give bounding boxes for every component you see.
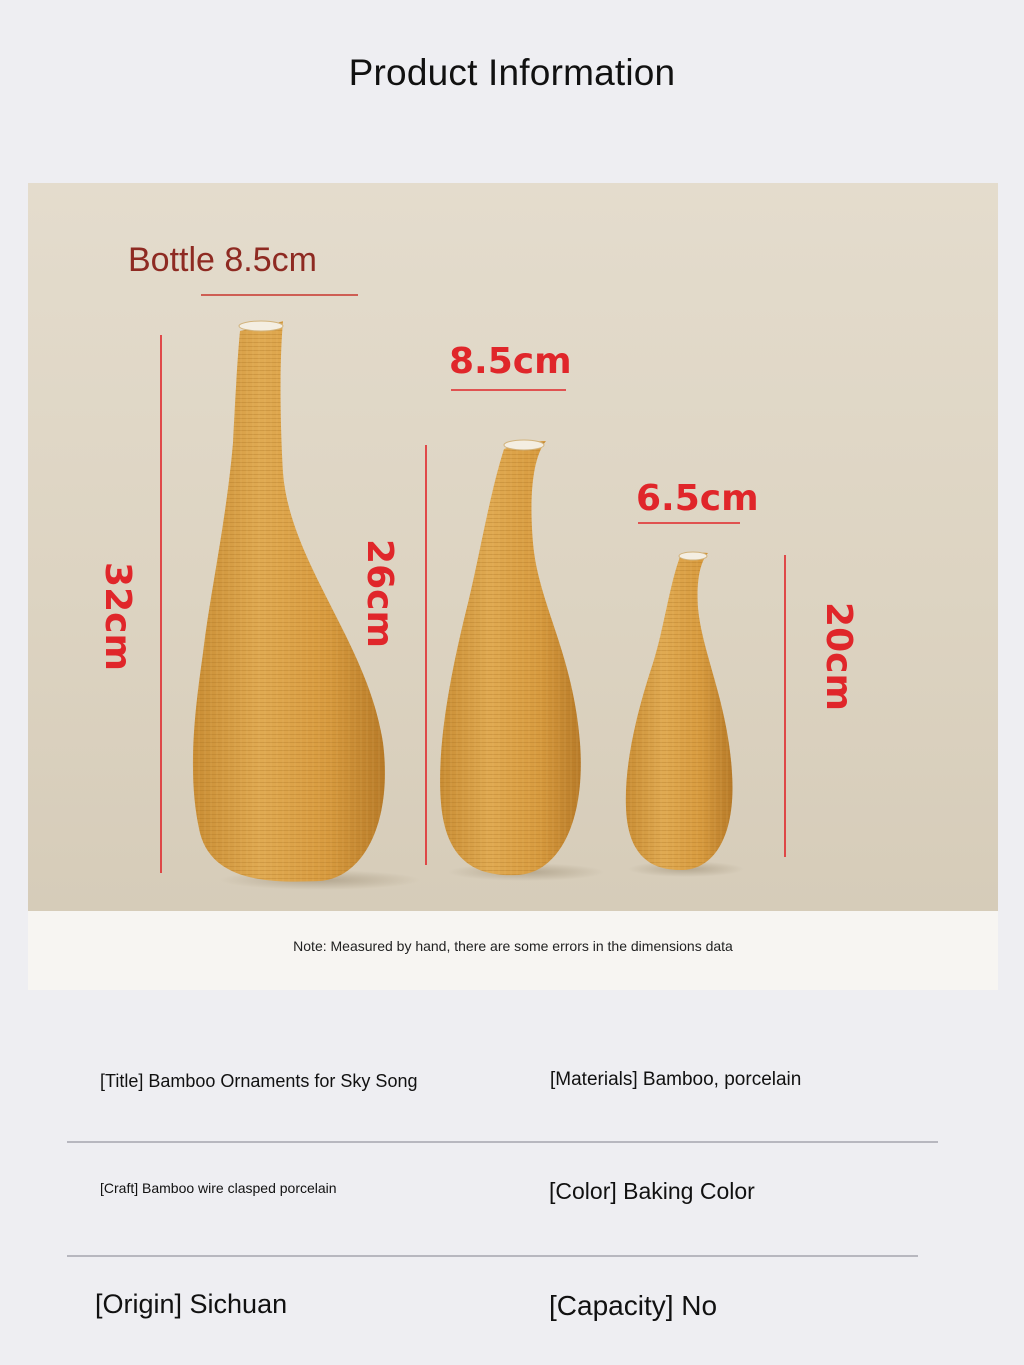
spec-title: [Title] Bamboo Ornaments for Sky Song — [100, 1071, 418, 1091]
note-strip — [28, 911, 998, 990]
measurement-note: Note: Measured by hand, there are some errors in the dimensions data — [293, 938, 733, 954]
divider-1 — [67, 1141, 938, 1143]
medium-width-label: 8.5cm — [449, 341, 572, 382]
large-height-label: 32cm — [96, 562, 138, 671]
bottle-width-label: Bottle 8.5cm — [128, 241, 317, 279]
spec-color: [Color] Baking Color — [549, 1178, 755, 1204]
small-height-label: 20cm — [817, 602, 859, 711]
page-title: Product Information — [348, 52, 676, 93]
spec-craft: [Craft] Bamboo wire clasped porcelain — [100, 1180, 337, 1196]
spec-materials: [Materials] Bamboo, porcelain — [550, 1069, 802, 1090]
large-vase — [193, 321, 385, 882]
small-vase — [626, 552, 733, 870]
divider-2 — [67, 1255, 918, 1257]
small-width-label: 6.5cm — [636, 478, 759, 519]
product-photo — [28, 183, 998, 911]
medium-height-label: 26cm — [358, 539, 400, 648]
spec-capacity: [Capacity] No — [549, 1290, 718, 1321]
spec-origin: [Origin] Sichuan — [95, 1289, 288, 1319]
vases-illustration — [28, 183, 998, 911]
medium-vase — [440, 440, 581, 875]
